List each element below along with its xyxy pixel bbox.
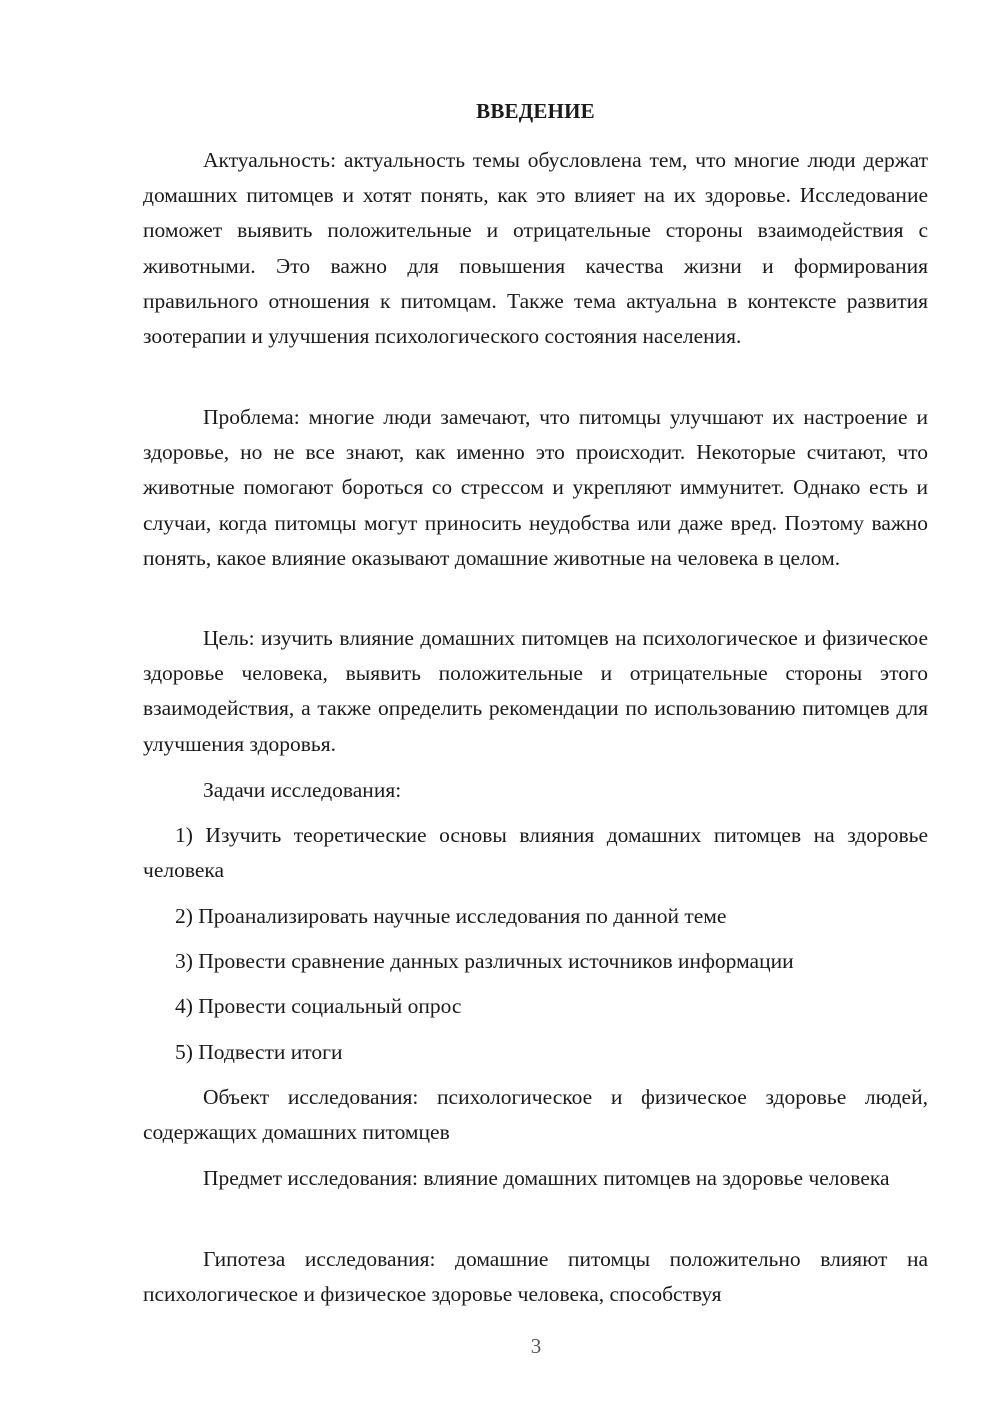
- task-item: 4) Провести социальный опрос: [175, 994, 462, 1018]
- paragraph-object: Объект исследования: психологическое и физическое здоровье людей, содержащих домашних питомцев: [143, 1085, 928, 1145]
- tasks-heading: Задачи исследования:: [203, 778, 402, 802]
- page-number: 3: [530, 1334, 542, 1358]
- task-item: 3) Провести сравнение данных различных источников информации: [175, 949, 794, 973]
- paragraph-subject: Предмет исследования: влияние домашних питомцев на здоровье человека: [203, 1166, 890, 1190]
- page-title: ВВЕДЕНИЕ: [476, 99, 595, 123]
- task-item: 1) Изучить теоретические основы влияния домашних питомцев на здоровье человека: [143, 823, 928, 883]
- paragraph-problem: Проблема: многие люди замечают, что питомцы улучшают их настроение и здоровье, но не все знают, как именно это происходит. Некоторые считают, что животные помогают бороться со стрессом и укрепляют иммунитет. Однако есть и случаи, когда питомцы могут приносить неудобства или даже вред. Поэтому важно понять, какое влияние оказывают домашние животные на человека в целом.: [143, 405, 928, 570]
- paragraph-relevance: Актуальность: актуальность темы обусловлена тем, что многие люди держат домашних питомцев и хотят понять, как это влияет на их здоровье. Исследование поможет выявить положительные и отрицательные стороны взаимодействия с животными. Это важно для повышения качества жизни и формирования правильного отношения к питомцам. Также тема актуальна в контексте развития зоотерапии и улучшения психологического состояния населения.: [143, 148, 928, 349]
- paragraph-hypothesis: Гипотеза исследования: домашние питомцы положительно влияют на психологическое и физическое здоровье человека, способствуя: [143, 1247, 928, 1307]
- task-item: 2) Проанализировать научные исследования по данной теме: [175, 904, 727, 928]
- task-item: 5) Подвести итоги: [175, 1040, 343, 1064]
- paragraph-goal: Цель: изучить влияние домашних питомцев на психологическое и физическое здоровье человека, выявить положительные и отрицательные стороны этого взаимодействия, а также определить рекомендации по использованию питомцев для улучшения здоровья.: [143, 626, 928, 756]
